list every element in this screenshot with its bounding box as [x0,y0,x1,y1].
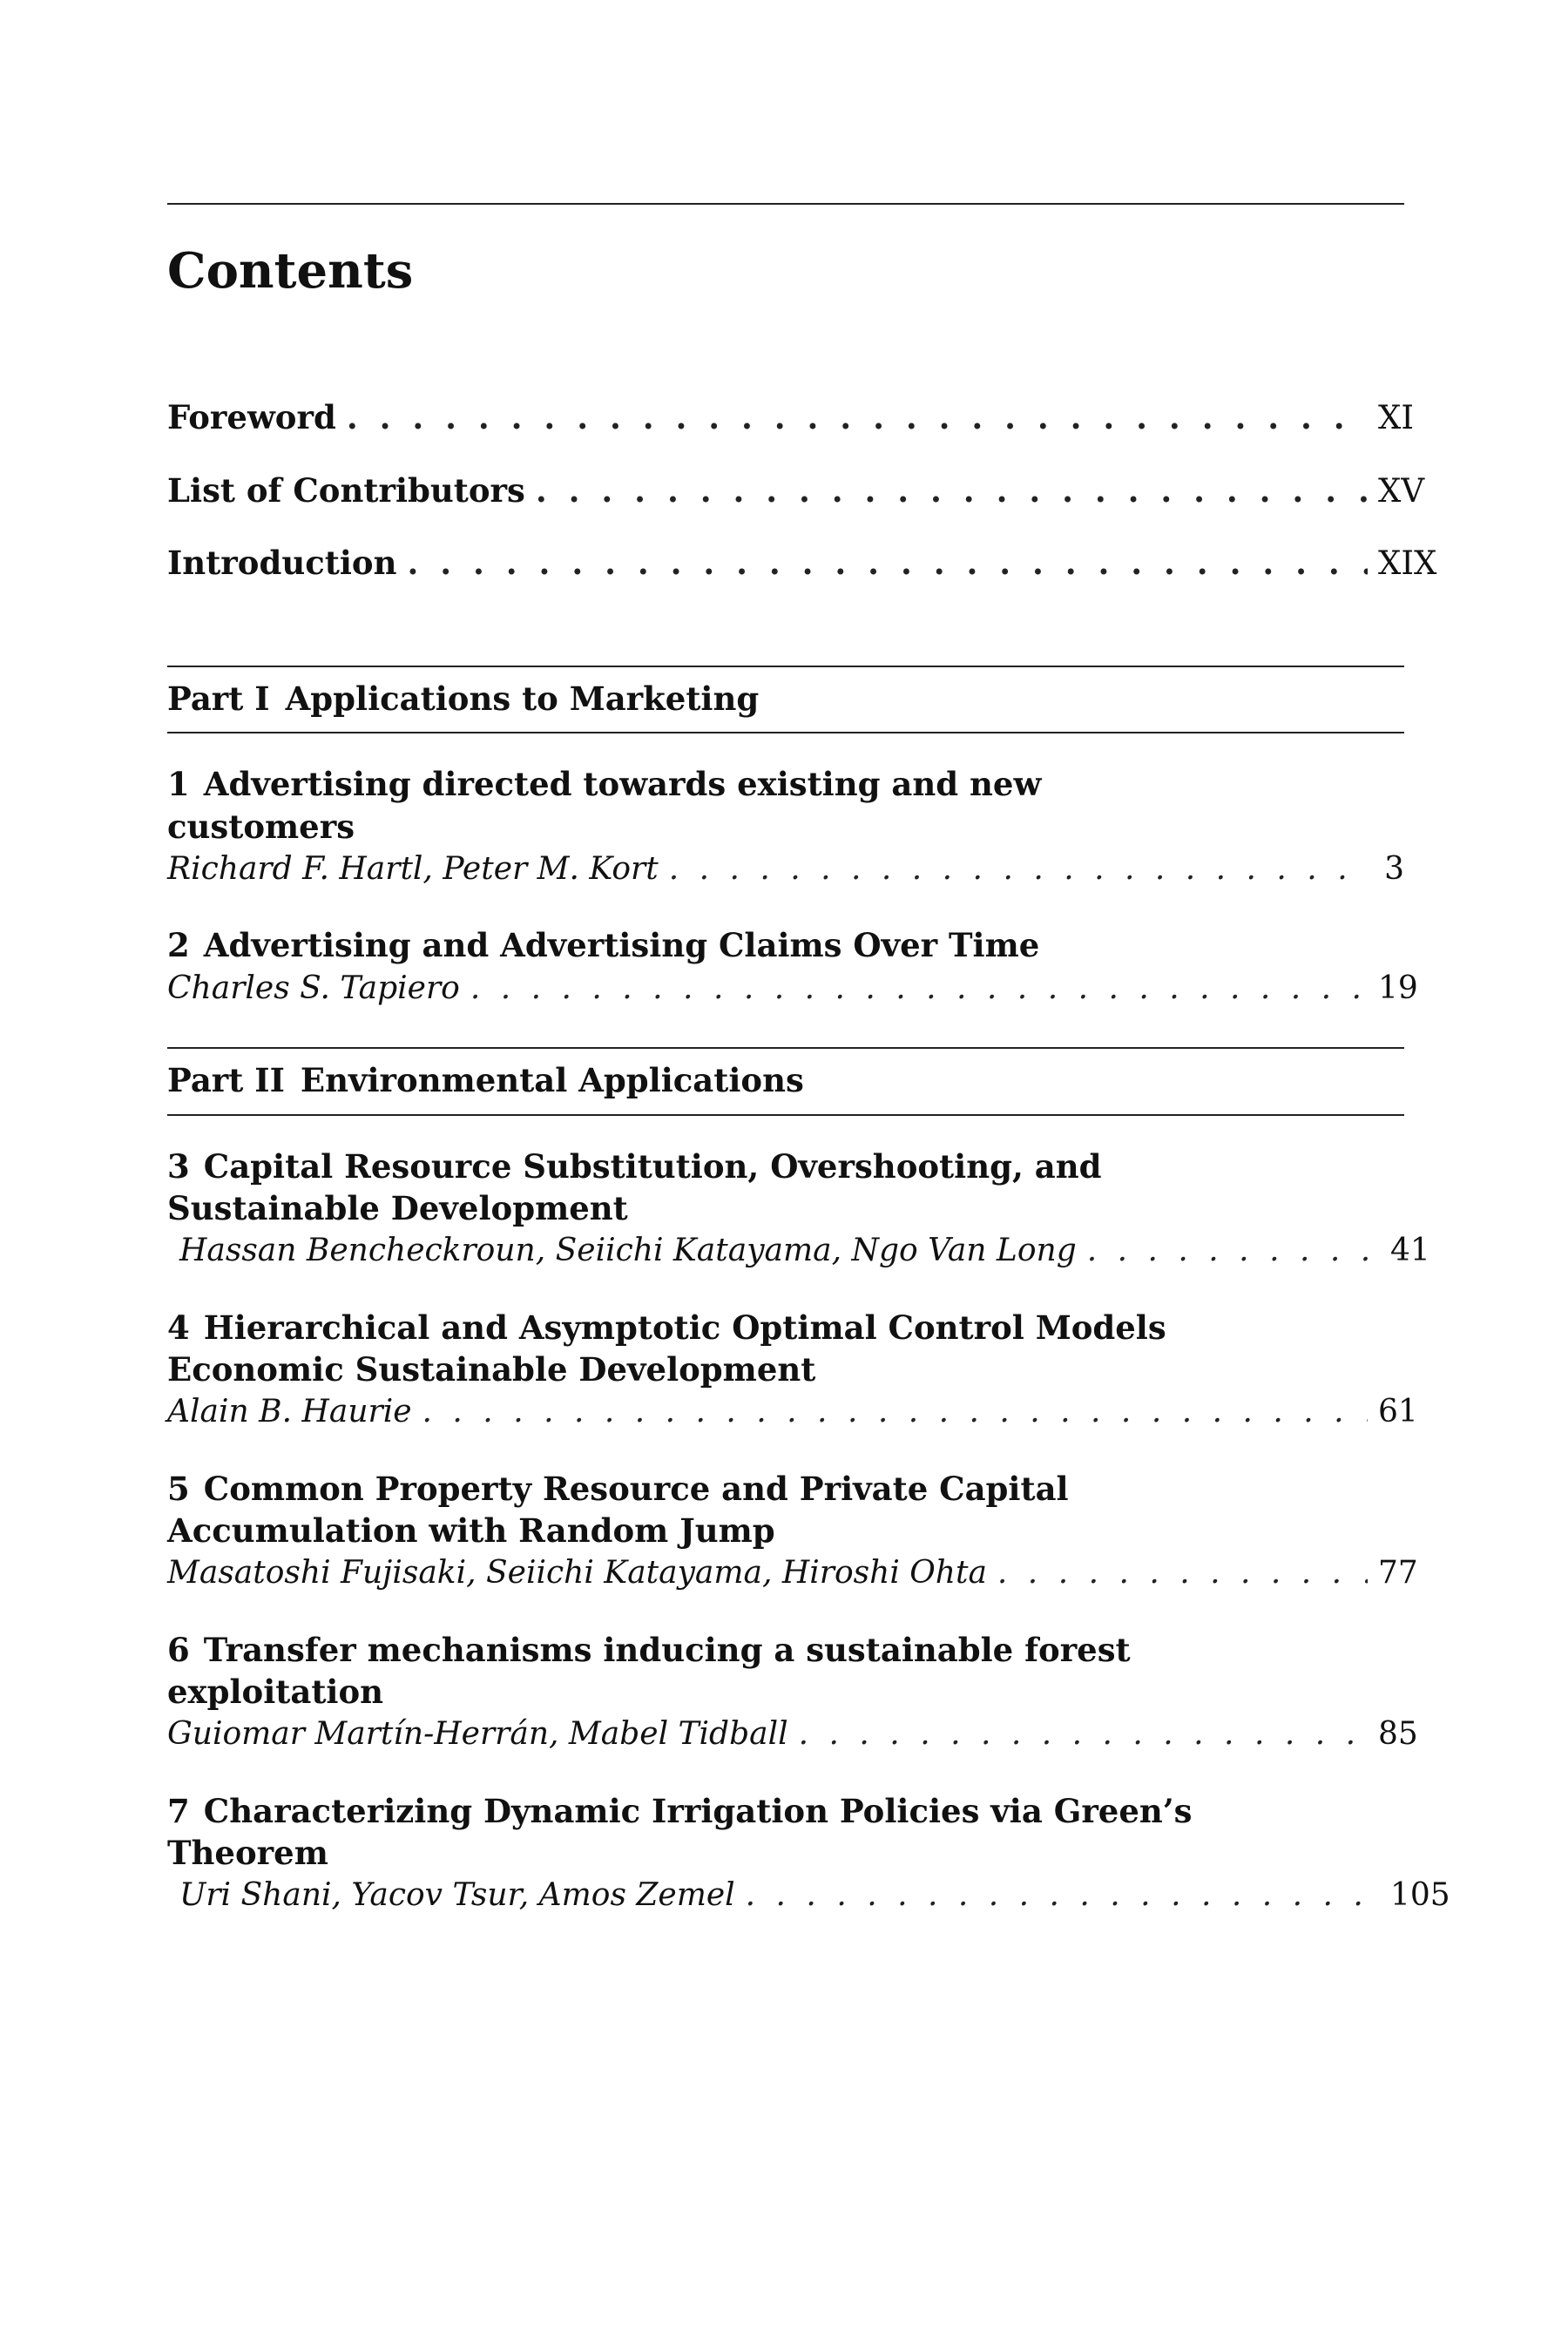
chapter-number: 3 [167,1146,190,1186]
dot-leader [1087,1231,1380,1272]
part-title: Applications to Marketing [285,679,760,719]
entry-label: Foreword [167,398,336,436]
chapter-entry [167,1468,1418,1594]
chapter-title-text: Hierarchical and Asymptotic Optimal Control Models Economic Sustainable Development [167,1308,1166,1389]
part-heading [167,1049,1404,1113]
contents-page [167,203,1450,1951]
dot-leader [746,1876,1380,1916]
chapter-title [167,1790,1230,1874]
dot-leader [669,849,1368,890]
chapter-entry [167,1146,1430,1272]
chapter-authors: Hassan Bencheckroun, Seiichi Katayama, Ngo Van Long [179,1232,1077,1268]
dot-leader [799,1714,1368,1755]
chapter-title-text: Characterizing Dynamic Irrigation Policies via Green’s Theorem [167,1791,1193,1872]
dot-leader [470,969,1368,1010]
part-section [167,1047,1450,1916]
chapter-entry [167,763,1404,889]
chapter-authors-row [167,1231,1430,1272]
dot-leader [422,1392,1368,1433]
front-matter-entry [167,398,1414,436]
chapter-title [167,1307,1230,1390]
front-matter-list [167,398,1437,583]
chapter-authors-row [167,849,1404,890]
chapter-authors-row [167,1392,1418,1433]
chapter-list [167,1116,1450,1916]
chapter-authors: Guiomar Martín-Herrán, Mabel Tidball [167,1715,788,1752]
chapter-authors: Charles S. Tapiero [167,970,460,1006]
chapter-title-text: Common Property Resource and Private Capital Accumulation with Random Jump [167,1469,1069,1550]
chapter-title-text: Capital Resource Substitution, Overshooting, and Sustainable Development [167,1146,1102,1227]
dot-leader [997,1553,1368,1594]
entry-label: List of Contributors [167,470,525,510]
chapter-title-text: Advertising directed towards existing and new customers [167,765,1042,846]
part-number: Part I [167,679,270,719]
chapter-page: 105 [1390,1876,1450,1913]
chapter-number: 1 [167,765,190,804]
part-title: Environmental Applications [300,1061,804,1100]
chapter-entry [167,1307,1418,1433]
part-section [167,666,1418,1009]
chapter-authors: Alain B. Haurie [167,1393,412,1429]
chapter-page: 61 [1378,1393,1418,1429]
chapter-entry [167,1790,1450,1916]
part-number: Part II [167,1061,285,1100]
dot-leader [347,400,1368,436]
chapter-page: 41 [1390,1232,1430,1268]
chapter-page: 77 [1378,1554,1418,1591]
entry-label: Introduction [167,544,397,583]
chapter-authors-row [167,1876,1450,1916]
entry-page: XIX [1378,544,1437,583]
chapter-number: 2 [167,926,190,965]
chapter-authors: Masatoshi Fujisaki, Seiichi Katayama, Hiroshi Ohta [167,1554,987,1591]
chapter-page: 85 [1378,1715,1418,1752]
entry-page: XV [1378,471,1425,510]
chapter-title [167,1146,1230,1229]
front-matter-entry [167,544,1437,583]
dot-leader [408,545,1369,581]
chapter-authors: Uri Shani, Yacov Tsur, Amos Zemel [179,1876,735,1913]
page-title: Contents [167,242,414,300]
chapter-title-text: Transfer mechanisms inducing a sustainable forest exploitation [167,1630,1131,1711]
chapter-title-text: Advertising and Advertising Claims Over Time [203,926,1040,965]
chapter-authors-row [167,1553,1418,1594]
chapter-entry [167,924,1418,1009]
chapter-page: 3 [1384,850,1404,887]
chapter-authors-row [167,969,1418,1010]
top-rule [167,203,1404,205]
chapter-page: 19 [1378,970,1418,1006]
front-matter-entry [167,470,1425,510]
entry-page: XI [1378,399,1414,436]
chapter-title [167,924,1230,966]
chapter-number: 4 [167,1308,190,1347]
chapter-authors-row [167,1714,1418,1755]
chapter-number: 6 [167,1630,190,1669]
chapter-title [167,1468,1230,1551]
dot-leader [536,473,1368,509]
chapter-authors: Richard F. Hartl, Peter M. Kort [167,850,659,887]
chapter-number: 5 [167,1469,190,1508]
chapter-title [167,1629,1230,1713]
chapter-entry [167,1629,1418,1755]
chapter-list [167,733,1418,1009]
chapter-number: 7 [167,1791,190,1830]
part-heading [167,667,1404,732]
chapter-title [167,763,1230,847]
